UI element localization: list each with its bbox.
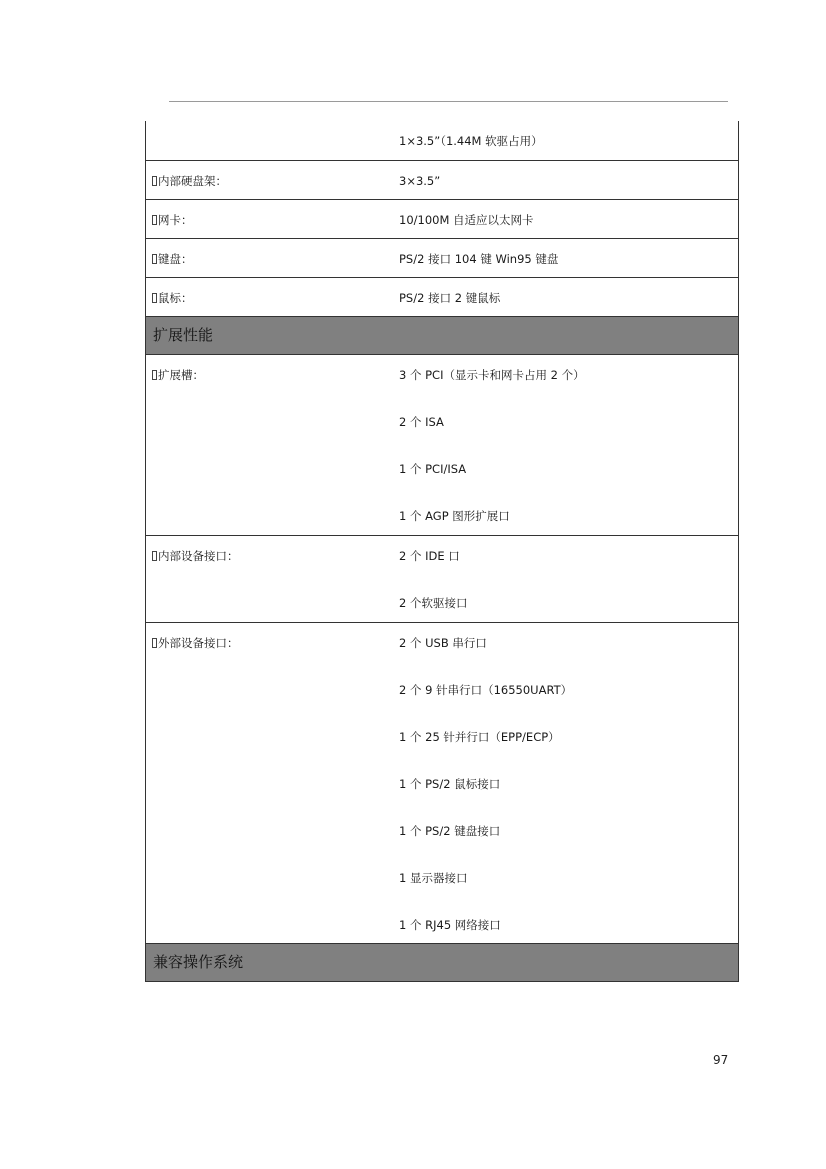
table-row [146, 160, 739, 199]
table-row [146, 535, 739, 622]
row-label: 外部设备接口： [146, 622, 399, 943]
row-label [146, 121, 399, 160]
page-number: 97 [713, 1053, 729, 1067]
value-line: 2 个 9 针串行口（16550UART） [399, 682, 573, 697]
row-label: 网卡： [146, 199, 399, 238]
value-line: 3 个 PCI（显示卡和网卡占用 2 个） [399, 367, 585, 382]
row-label: 键盘： [146, 238, 399, 277]
bullet-box-icon [152, 176, 157, 186]
table-row [146, 199, 739, 238]
bullet-box-icon [152, 370, 157, 380]
value-line: 2 个软驱接口 [399, 595, 468, 610]
row-label: 扩展槽： [146, 354, 399, 535]
value-line: 1 个 RJ45 网络接口 [399, 917, 501, 932]
row-value: PS/2 接口 104 键 Win95 键盘 [398, 238, 739, 277]
bullet-box-icon [152, 254, 157, 264]
row-value [398, 354, 739, 535]
value-line: 1 个 AGP 图形扩展口 [399, 508, 510, 523]
bullet-box-icon [152, 293, 157, 303]
table-row [146, 121, 739, 160]
bullet-box-icon [152, 551, 157, 561]
value-line: 2 个 IDE 口 [399, 548, 460, 563]
section-title: 兼容操作系统 [146, 943, 739, 981]
table-row [146, 238, 739, 277]
row-value: 3×3.5” [398, 160, 739, 199]
row-value [398, 535, 739, 622]
row-label: 内部硬盘架： [146, 160, 399, 199]
bullet-box-icon [152, 215, 157, 225]
row-value: PS/2 接口 2 键鼠标 [398, 277, 739, 316]
section-header [146, 943, 739, 981]
row-label: 内部设备接口： [146, 535, 399, 622]
value-line: 2 个 USB 串行口 [399, 635, 487, 650]
value-line: 2 个 ISA [399, 414, 444, 429]
row-label: 鼠标： [146, 277, 399, 316]
section-title: 扩展性能 [146, 316, 739, 354]
row-value: 1×3.5”（1.44M 软驱占用） [398, 121, 739, 160]
row-value: 10/100M 自适应以太网卡 [398, 199, 739, 238]
row-value [398, 622, 739, 943]
value-line: 1 个 PS/2 鼠标接口 [399, 776, 501, 791]
value-line: 1 个 PS/2 键盘接口 [399, 823, 501, 838]
table-row [146, 277, 739, 316]
header-rule [169, 101, 728, 102]
table-row [146, 354, 739, 535]
value-line: 1 显示器接口 [399, 870, 468, 885]
spec-table [145, 121, 739, 982]
table-row [146, 622, 739, 943]
value-line: 1 个 PCI/ISA [399, 461, 467, 476]
bullet-box-icon [152, 638, 157, 648]
section-header [146, 316, 739, 354]
value-line: 1 个 25 针并行口（EPP/ECP） [399, 729, 560, 744]
